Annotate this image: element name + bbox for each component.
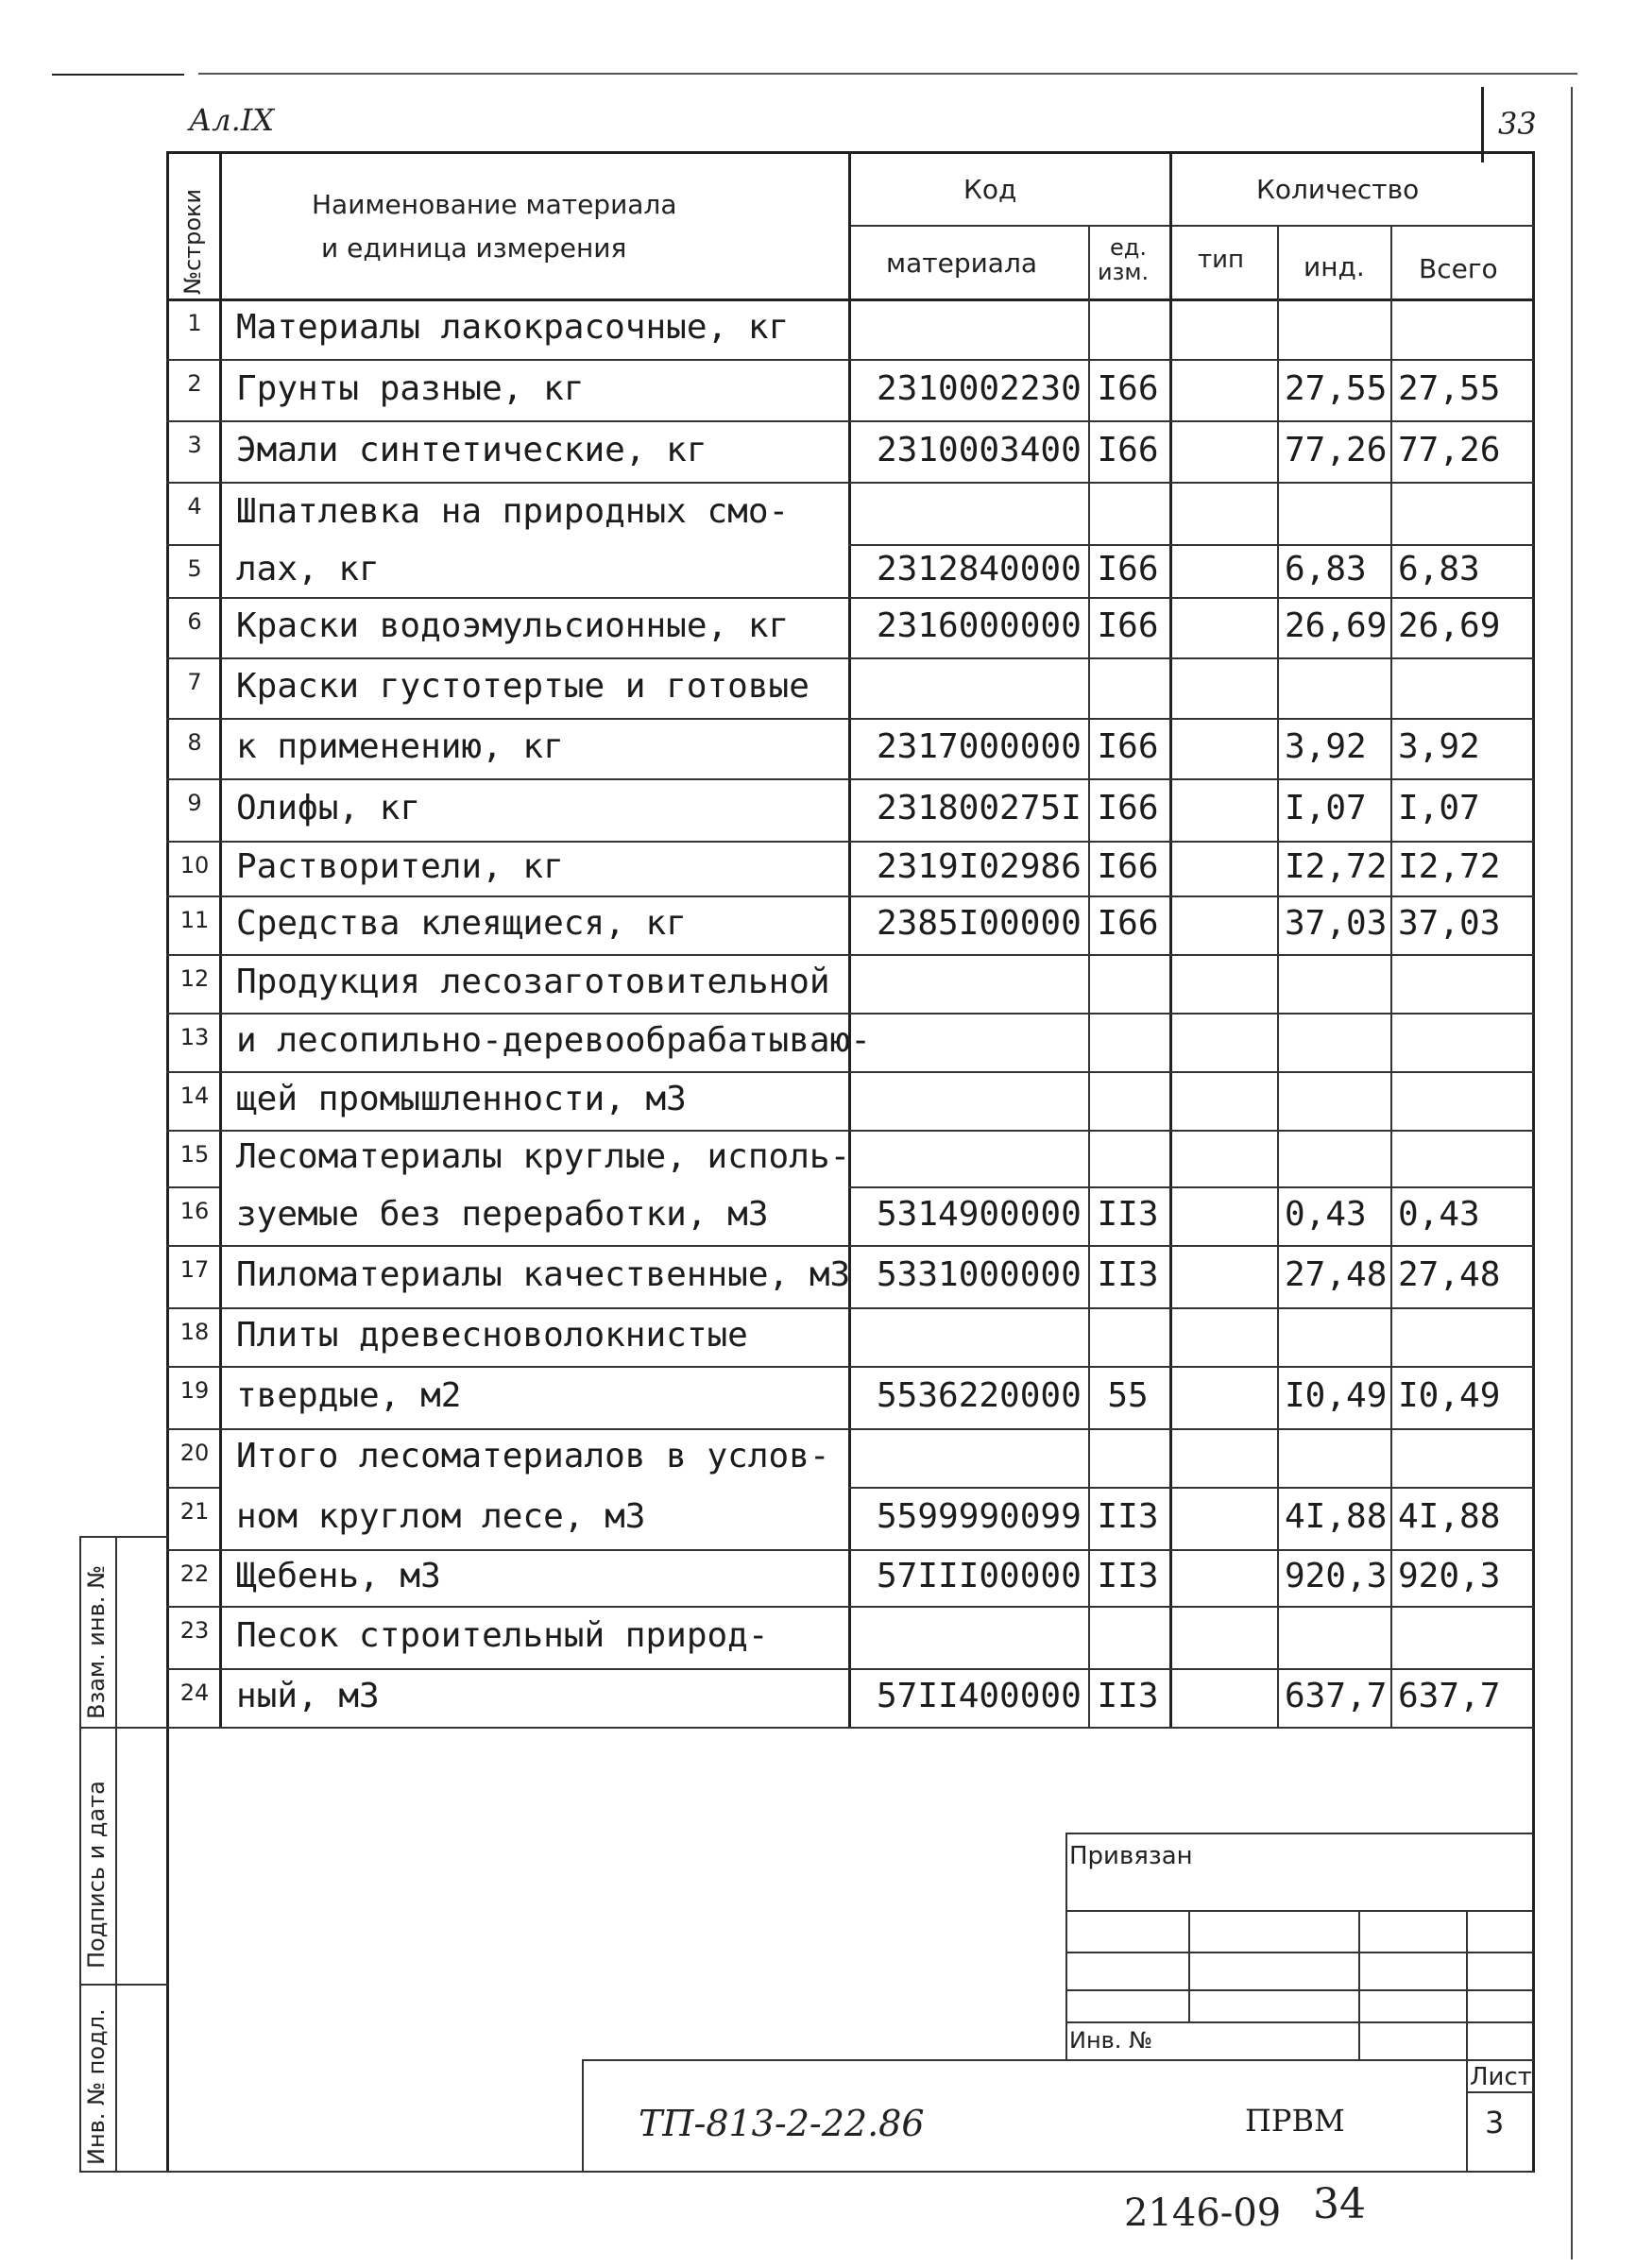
- row-number: 6: [187, 608, 202, 635]
- quantity-ind: I2,72: [1285, 847, 1388, 886]
- row-number: 13: [179, 1024, 210, 1050]
- material-code: 2310003400: [877, 430, 1082, 469]
- material-name: щей промышленности, м3: [236, 1080, 687, 1118]
- quantity-ind: I0,49: [1285, 1376, 1388, 1415]
- list-value: 3: [1485, 2105, 1505, 2140]
- col-header-unit-line1: ед.: [1110, 234, 1147, 261]
- unit-code: II3: [1097, 1497, 1159, 1536]
- col-sep-name: [848, 151, 851, 1727]
- row-separator: [166, 482, 1534, 484]
- row-separator: [166, 1428, 1534, 1430]
- material-name: Итого лесоматериалов в услов-: [236, 1437, 830, 1475]
- quantity-total: 637,7: [1398, 1677, 1501, 1715]
- tb-line-2: [1065, 1952, 1532, 1953]
- quantity-ind: 4I,88: [1285, 1497, 1388, 1536]
- inv-no-label: Инв. №: [1069, 2027, 1153, 2054]
- row-number: 16: [179, 1198, 210, 1224]
- quantity-total: 0,43: [1398, 1195, 1480, 1234]
- quantity-total: 37,03: [1398, 904, 1501, 943]
- material-name: Плиты древесноволокнистые: [236, 1316, 748, 1355]
- material-name: Пиломатериалы качественные, м3: [236, 1255, 851, 1294]
- quantity-total: 26,69: [1398, 606, 1501, 645]
- row-code-separator: [848, 1487, 1534, 1489]
- unit-code: II3: [1097, 1255, 1159, 1294]
- stamp-podpis-data: Подпись и дата: [83, 1781, 110, 1969]
- quantity-ind: 3,92: [1285, 727, 1367, 766]
- row-separator: [166, 1549, 1534, 1551]
- row-separator: [166, 1727, 1534, 1729]
- material-name: Материалы лакокрасочные, кг: [236, 308, 790, 347]
- row-number: 22: [179, 1560, 210, 1587]
- tb-col-2: [1358, 1910, 1360, 2059]
- row-number: 4: [187, 493, 202, 520]
- row-separator: [166, 1606, 1534, 1608]
- stamp-vzam-inv: Взам. инв. №: [83, 1565, 110, 1719]
- quantity-total: 27,55: [1398, 368, 1501, 408]
- col-sep-ind: [1390, 225, 1392, 1727]
- unit-code: II3: [1097, 1677, 1159, 1715]
- quantity-total: 4I,88: [1398, 1497, 1501, 1536]
- row-number-separator: [166, 544, 219, 546]
- material-name: к применению, кг: [236, 727, 564, 766]
- row-number: 18: [179, 1319, 210, 1345]
- unit-code: I66: [1097, 847, 1159, 886]
- material-name: лах, кг: [236, 550, 380, 588]
- stamp-inner-line: [115, 1536, 117, 2173]
- material-code: 231800275I: [877, 789, 1082, 827]
- row-number: 1: [187, 310, 202, 336]
- row-number: 14: [179, 1083, 210, 1109]
- material-name: Эмали синтетические, кг: [236, 430, 707, 469]
- row-number: 9: [187, 790, 202, 816]
- quantity-ind: 37,03: [1285, 904, 1388, 943]
- row-separator: [166, 657, 1534, 659]
- row-code-separator: [848, 1186, 1534, 1188]
- section-code: ПРВМ: [1245, 2103, 1345, 2139]
- stamp-div-2: [79, 1984, 168, 1986]
- row-separator: [166, 718, 1534, 720]
- material-code: 5536220000: [877, 1376, 1082, 1415]
- row-separator: [166, 954, 1534, 956]
- tb-col-3: [1466, 1910, 1468, 2171]
- row-separator: [166, 1013, 1534, 1015]
- tb-main-left: [582, 2059, 584, 2171]
- col-header-ind: инд.: [1304, 251, 1365, 282]
- material-name: Шпатлевка на природных смо-: [236, 492, 790, 531]
- tb-line-3: [1065, 1989, 1532, 1991]
- tb-left: [1065, 1833, 1067, 2059]
- material-code: 57II400000: [877, 1677, 1082, 1715]
- row-separator: [166, 1307, 1534, 1309]
- row-separator: [166, 1668, 1534, 1670]
- material-name: Продукция лесозаготовительной: [236, 963, 830, 1001]
- material-code: 2319I02986: [877, 847, 1082, 886]
- row-separator: [166, 1071, 1534, 1073]
- unit-code: I66: [1097, 550, 1159, 588]
- row-number: 19: [179, 1377, 210, 1404]
- material-name: Краски водоэмульсионные, кг: [236, 606, 790, 645]
- footer-handwritten-number: 2146-09: [1124, 2191, 1282, 2235]
- material-name: ный, м3: [236, 1677, 380, 1715]
- col-header-code: Код: [963, 174, 1017, 205]
- material-code: 5314900000: [877, 1195, 1082, 1234]
- material-name: твердые, м2: [236, 1376, 462, 1415]
- unit-code: I66: [1097, 789, 1159, 827]
- document-code: ТП-813-2-22.86: [639, 2103, 925, 2144]
- col-header-type: тип: [1198, 246, 1245, 274]
- material-name: Краски густотертые и готовые: [236, 667, 809, 706]
- material-name: Лесоматериалы круглые, исполь-: [236, 1137, 851, 1176]
- stamp-inv-podl: Инв. № подл.: [83, 2008, 110, 2165]
- sheet-reference: Ал.IX: [189, 102, 275, 138]
- row-number: 15: [179, 1141, 210, 1168]
- row-code-separator: [848, 544, 1534, 546]
- col-header-total: Всего: [1419, 253, 1498, 284]
- material-name: Грунты разные, кг: [236, 368, 585, 408]
- unit-code: 55: [1107, 1376, 1149, 1415]
- row-separator: [166, 359, 1534, 361]
- material-name: Средства клеящиеся, кг: [236, 904, 687, 943]
- list-label: Лист: [1470, 2063, 1532, 2091]
- row-number: 8: [187, 729, 202, 756]
- quantity-ind: 0,43: [1285, 1195, 1367, 1234]
- unit-code: I66: [1097, 727, 1159, 766]
- col-header-quantity: Количество: [1256, 174, 1420, 205]
- row-number: 23: [179, 1617, 210, 1644]
- material-name: Щебень, м3: [236, 1557, 441, 1595]
- material-name: зуемые без переработки, м3: [236, 1195, 769, 1234]
- tb-top: [1065, 1833, 1532, 1834]
- col-sep-unit: [1169, 151, 1172, 1727]
- header-subdivider: [848, 225, 1534, 227]
- right-margin-line: [1571, 87, 1573, 2259]
- table-right-border: [1532, 151, 1535, 2173]
- unit-code: II3: [1097, 1195, 1159, 1234]
- quantity-ind: 637,7: [1285, 1677, 1388, 1715]
- material-code: 2310002230: [877, 368, 1082, 408]
- tb-col-1: [1188, 1910, 1190, 2021]
- row-separator: [166, 1366, 1534, 1368]
- material-name: Растворители, кг: [236, 847, 564, 886]
- row-separator: [166, 420, 1534, 422]
- row-number: 20: [179, 1440, 210, 1466]
- row-separator: [166, 1245, 1534, 1247]
- quantity-total: 77,26: [1398, 430, 1501, 469]
- material-code: 5331000000: [877, 1255, 1082, 1294]
- page-number: 33: [1498, 106, 1537, 142]
- quantity-total: I0,49: [1398, 1376, 1501, 1415]
- row-number: 12: [179, 965, 210, 992]
- tb-line-4: [1065, 2021, 1532, 2023]
- frame-bottom: [166, 2171, 1534, 2173]
- row-number: 11: [179, 907, 210, 933]
- material-name: и лесопильно-деревообрабатываю-: [236, 1021, 871, 1060]
- quantity-ind: 27,48: [1285, 1255, 1388, 1294]
- material-code: 2312840000: [877, 550, 1082, 588]
- stamp-outer-left: [79, 1536, 81, 2173]
- footer-handwritten-page: 34: [1313, 2180, 1366, 2228]
- row-number-separator: [166, 1186, 219, 1188]
- row-separator: [166, 597, 1534, 599]
- unit-code: I66: [1097, 430, 1159, 469]
- col-header-unit-line2: изм.: [1098, 259, 1150, 285]
- unit-code: I66: [1097, 606, 1159, 645]
- row-number: 5: [187, 555, 202, 582]
- quantity-ind: 27,55: [1285, 368, 1388, 408]
- row-number: 3: [187, 432, 202, 458]
- row-number: 21: [179, 1498, 210, 1525]
- col-header-code-material: материала: [886, 247, 1038, 279]
- col-header-name-line2: и единица измерения: [321, 232, 627, 264]
- material-name: ном круглом лесе, м3: [236, 1497, 646, 1536]
- quantity-total: 6,83: [1398, 550, 1480, 588]
- row-number: 7: [187, 669, 202, 695]
- quantity-total: I,07: [1398, 789, 1480, 827]
- material-name: Песок строительный природ-: [236, 1616, 769, 1655]
- quantity-ind: I,07: [1285, 789, 1367, 827]
- material-name: Олифы, кг: [236, 789, 421, 827]
- unit-code: II3: [1097, 1557, 1159, 1595]
- material-code: 2317000000: [877, 727, 1082, 766]
- quantity-total: 3,92: [1398, 727, 1480, 766]
- col-header-row-no: №строки: [179, 188, 206, 295]
- privyazan-label: Привязан: [1069, 1842, 1193, 1870]
- row-number-separator: [166, 1487, 219, 1489]
- tb-main-top: [582, 2059, 1534, 2061]
- row-separator: [166, 1130, 1534, 1132]
- material-code: 5599990099: [877, 1497, 1082, 1536]
- quantity-total: 920,3: [1398, 1557, 1501, 1595]
- row-separator: [166, 841, 1534, 843]
- quantity-ind: 26,69: [1285, 606, 1388, 645]
- stamp-top: [79, 1536, 168, 1538]
- unit-code: I66: [1097, 904, 1159, 943]
- unit-code: I66: [1097, 368, 1159, 408]
- quantity-ind: 77,26: [1285, 430, 1388, 469]
- tb-list-divider: [1466, 2091, 1534, 2093]
- tb-line-1: [1065, 1910, 1532, 1912]
- quantity-ind: 920,3: [1285, 1557, 1388, 1595]
- row-number: 10: [179, 852, 210, 878]
- material-code: 2385I00000: [877, 904, 1082, 943]
- row-separator: [166, 895, 1534, 897]
- stamp-div-1: [79, 1727, 168, 1729]
- row-number: 17: [179, 1256, 210, 1283]
- quantity-total: I2,72: [1398, 847, 1501, 886]
- material-code: 57III00000: [877, 1557, 1082, 1595]
- row-number: 24: [179, 1680, 210, 1706]
- top-rule-faint: [198, 73, 1577, 75]
- quantity-total: 27,48: [1398, 1255, 1501, 1294]
- top-rule: [52, 74, 184, 76]
- material-code: 2316000000: [877, 606, 1082, 645]
- row-number: 2: [187, 370, 202, 397]
- col-header-name-line1: Наименование материала: [312, 189, 677, 220]
- row-separator: [166, 778, 1534, 780]
- col-sep-type: [1277, 225, 1279, 1727]
- stamp-bottom: [79, 2171, 168, 2173]
- quantity-ind: 6,83: [1285, 550, 1367, 588]
